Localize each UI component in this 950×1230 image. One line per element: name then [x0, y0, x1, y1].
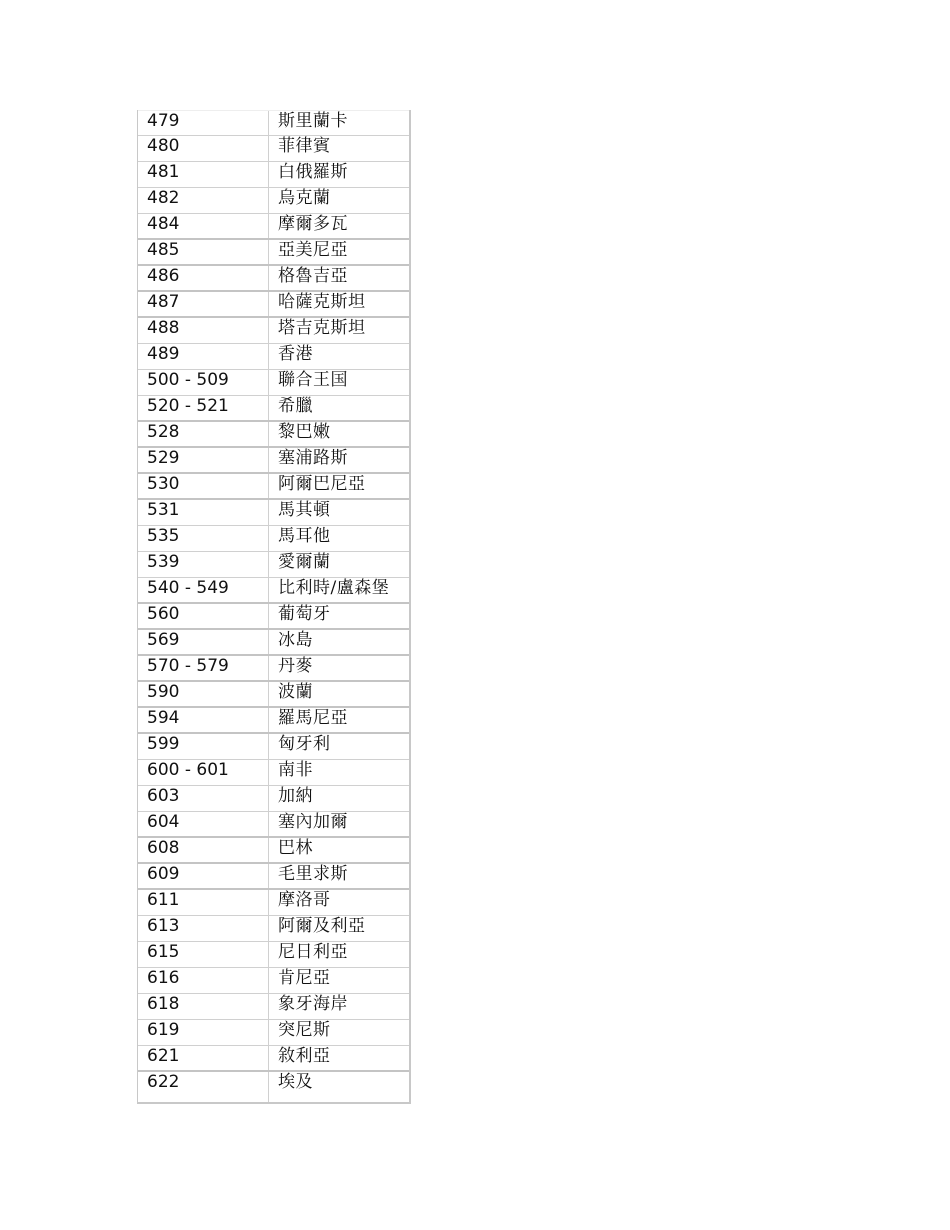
- code-cell: 531: [138, 500, 269, 525]
- country-cell: 愛爾蘭: [278, 552, 331, 572]
- country-cell: 毛里求斯: [278, 864, 348, 884]
- table-row: [138, 890, 409, 916]
- table-row: [138, 214, 409, 240]
- table-row: [138, 968, 409, 994]
- code-cell: 539: [138, 552, 269, 577]
- table-row: [138, 344, 409, 370]
- code-cell: 530: [138, 474, 269, 498]
- table-row: [138, 240, 409, 266]
- country-cell: 埃及: [278, 1072, 313, 1092]
- country-cell: 羅馬尼亞: [278, 708, 348, 728]
- country-cell: 葡萄牙: [278, 604, 331, 624]
- code-cell: 481: [138, 162, 269, 187]
- country-cell: 黎巴嫩: [278, 422, 331, 442]
- country-cell: 聯合王国: [278, 370, 348, 390]
- table-row: [138, 682, 409, 708]
- code-cell: 603: [138, 786, 269, 811]
- country-cell: 烏克蘭: [278, 188, 331, 208]
- table-row: [138, 812, 409, 838]
- code-cell: 609: [138, 864, 269, 888]
- table-row: [138, 448, 409, 474]
- code-cell: 529: [138, 448, 269, 472]
- table-row: [138, 110, 409, 136]
- code-cell: 488: [138, 318, 269, 343]
- country-cell: 格魯吉亞: [278, 266, 348, 286]
- code-cell: 600 - 601: [138, 760, 269, 785]
- table-row: [138, 318, 409, 344]
- country-cell: 哈薩克斯坦: [278, 292, 366, 312]
- table-row: [138, 188, 409, 214]
- code-cell: 590: [138, 682, 269, 706]
- table-row: [138, 474, 409, 500]
- table-row: [138, 942, 409, 968]
- table-row: [138, 708, 409, 734]
- code-cell: 482: [138, 188, 269, 213]
- country-cell: 南非: [278, 760, 313, 780]
- code-cell: 489: [138, 344, 269, 369]
- table-row: [138, 526, 409, 552]
- table-row: [138, 578, 409, 604]
- table-row: [138, 292, 409, 318]
- table-row: [138, 786, 409, 812]
- country-cell: 象牙海岸: [278, 994, 348, 1014]
- table-row: [138, 864, 409, 890]
- code-cell: 500 - 509: [138, 370, 269, 395]
- code-cell: 569: [138, 630, 269, 654]
- table-row: [138, 370, 409, 396]
- table-row: [138, 552, 409, 578]
- table-row: [138, 760, 409, 786]
- code-cell: 599: [138, 734, 269, 759]
- country-cell: 菲律賓: [278, 136, 331, 156]
- country-cell: 敘利亞: [278, 1046, 331, 1066]
- country-cell: 亞美尼亞: [278, 240, 348, 260]
- table-row: [138, 916, 409, 942]
- country-cell: 丹麥: [278, 656, 313, 676]
- code-cell: 611: [138, 890, 269, 915]
- code-cell: 528: [138, 422, 269, 446]
- country-cell: 突尼斯: [278, 1020, 331, 1040]
- country-cell: 斯里蘭卡: [278, 111, 348, 131]
- country-cell: 巴林: [278, 838, 313, 858]
- code-cell: 613: [138, 916, 269, 941]
- code-cell: 608: [138, 838, 269, 862]
- country-cell: 塞內加爾: [278, 812, 348, 832]
- code-cell: 480: [138, 136, 269, 161]
- code-cell: 618: [138, 994, 269, 1019]
- country-cell: 香港: [278, 344, 313, 364]
- country-cell: 白俄羅斯: [278, 162, 348, 182]
- table-row: [138, 1072, 409, 1102]
- code-cell: 540 - 549: [138, 578, 269, 602]
- table-row: [138, 656, 409, 682]
- country-cell: 塞浦路斯: [278, 448, 348, 468]
- country-cell: 馬其頓: [278, 500, 331, 520]
- table-row: [138, 1046, 409, 1072]
- code-cell: 520 - 521: [138, 396, 269, 420]
- country-code-table: [137, 110, 411, 1104]
- table-row: [138, 396, 409, 422]
- country-cell: 尼日利亞: [278, 942, 348, 962]
- code-cell: 487: [138, 292, 269, 316]
- country-cell: 馬耳他: [278, 526, 331, 546]
- code-cell: 619: [138, 1020, 269, 1045]
- table-row: [138, 994, 409, 1020]
- code-cell: 535: [138, 526, 269, 551]
- code-cell: 615: [138, 942, 269, 967]
- country-cell: 摩爾多瓦: [278, 214, 348, 234]
- country-cell: 比利時/盧森堡: [278, 578, 390, 598]
- code-cell: 485: [138, 240, 269, 264]
- table-row: [138, 734, 409, 760]
- code-cell: 594: [138, 708, 269, 732]
- code-cell: 616: [138, 968, 269, 993]
- country-cell: 塔吉克斯坦: [278, 318, 366, 338]
- code-cell: 604: [138, 812, 269, 836]
- country-cell: 阿爾及利亞: [278, 916, 366, 936]
- table-row: [138, 604, 409, 630]
- country-cell: 匈牙利: [278, 734, 331, 754]
- code-cell: 621: [138, 1046, 269, 1070]
- table-row: [138, 136, 409, 162]
- country-cell: 波蘭: [278, 682, 313, 702]
- country-cell: 希臘: [278, 396, 313, 416]
- code-cell: 570 - 579: [138, 656, 269, 680]
- code-cell: 560: [138, 604, 269, 628]
- table-row: [138, 630, 409, 656]
- country-cell: 加納: [278, 786, 313, 806]
- country-cell: 冰島: [278, 630, 313, 650]
- code-cell: 486: [138, 266, 269, 290]
- code-cell: 622: [138, 1072, 269, 1102]
- table-row: [138, 266, 409, 292]
- code-cell: 484: [138, 214, 269, 238]
- country-cell: 阿爾巴尼亞: [278, 474, 366, 494]
- code-cell: 479: [138, 111, 269, 135]
- table-row: [138, 500, 409, 526]
- table-row: [138, 838, 409, 864]
- country-cell: 肯尼亞: [278, 968, 331, 988]
- table-row: [138, 162, 409, 188]
- table-row: [138, 1020, 409, 1046]
- table-row: [138, 422, 409, 448]
- country-cell: 摩洛哥: [278, 890, 331, 910]
